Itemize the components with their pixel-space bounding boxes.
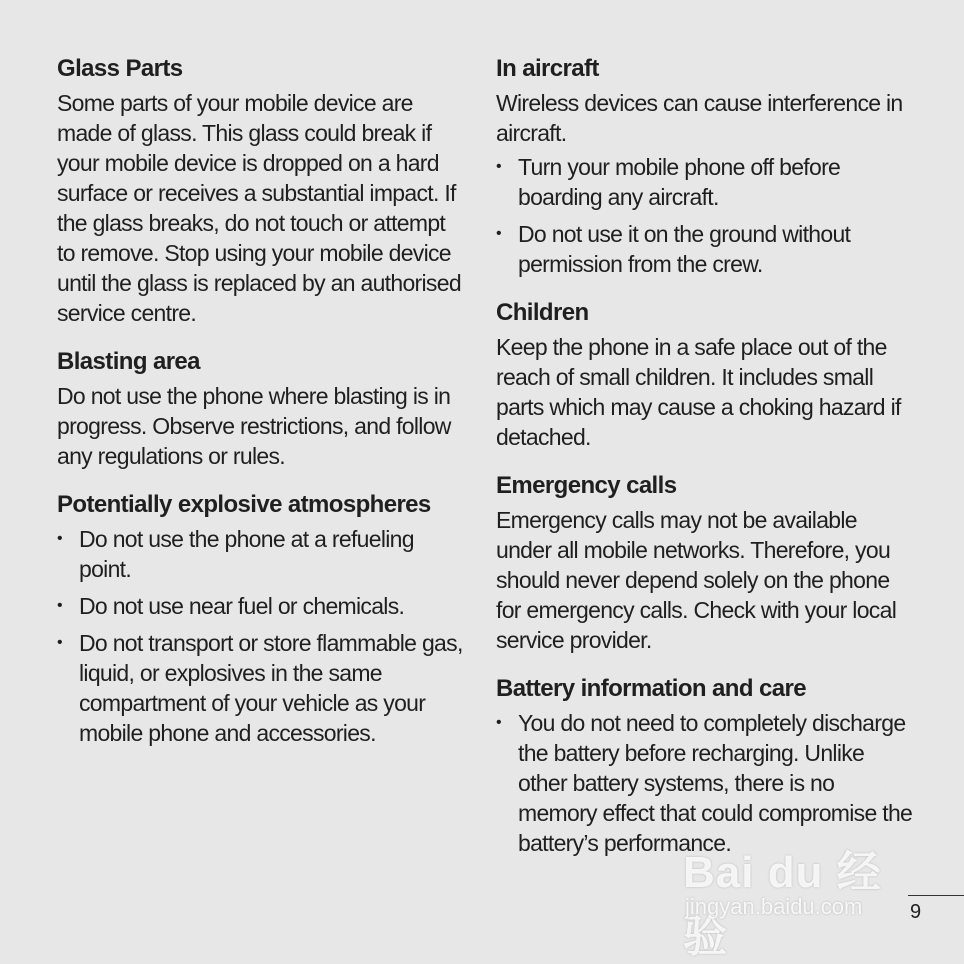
section-children [496,296,916,452]
blasting-area-text: Do not use the phone where blasting is in progress. Observe restrictions, and follow any regulations or rules. [57,383,451,469]
glass-parts-heading: Glass Parts [57,55,183,82]
aircraft-text: Wireless devices can cause interference in aircraft. [496,90,903,146]
bullet-icon: • [57,634,62,651]
list-item [57,524,467,584]
section-blasting-area [57,345,467,471]
children-heading: Children [496,299,589,326]
right-column [496,52,916,875]
battery-bullet-list [496,708,916,858]
list-item [496,219,916,279]
bullet-text: You do not need to completely discharge the battery before recharging. Unlike other battery systems, there is no memory effect that could compromise the battery’s performance. [518,710,913,856]
emergency-heading: Emergency calls [496,472,677,499]
aircraft-bullet-list [496,152,916,279]
bullet-icon: • [57,530,62,547]
glass-parts-text: Some parts of your mobile device are made of glass. This glass could break if your mobile device is dropped on a hard surface or receives a substantial impact. If the glass breaks, do not touch or attempt to remove. Stop using your mobile device until the glass is replaced by an authorised service centre. [57,90,461,326]
page-number: 9 [910,901,922,923]
blasting-area-heading: Blasting area [57,348,200,375]
list-item [496,708,916,858]
bullet-icon: • [496,158,501,175]
list-item [496,152,916,212]
watermark-logo: Bai du 经验 [683,848,882,961]
bullet-icon: • [496,225,501,242]
section-glass-parts [57,52,467,328]
left-column [57,52,467,765]
list-item [57,591,467,621]
bullet-text: Do not transport or store flammable gas, liquid, or explosives in the same compartment of your vehicle as your mobile phone and accessories. [79,630,463,746]
watermark-url: jingyan.baidu.com [685,894,863,919]
aircraft-heading: In aircraft [496,55,599,82]
section-battery [496,672,916,858]
section-in-aircraft [496,52,916,279]
bullet-icon: • [57,597,62,614]
list-item [57,628,467,748]
emergency-text: Emergency calls may not be available under all mobile networks. Therefore, you should never depend solely on the phone for emergency calls. Check with your local service provider. [496,507,897,653]
explosive-bullet-list [57,524,467,748]
section-emergency-calls [496,469,916,655]
battery-heading: Battery information and care [496,675,806,702]
children-text: Keep the phone in a safe place out of the reach of small children. It includes small parts which may cause a choking hazard if detached. [496,334,901,450]
explosive-heading: Potentially explosive atmospheres [57,491,431,518]
section-explosive-atmospheres [57,488,467,748]
bullet-text: Turn your mobile phone off before boarding any aircraft. [518,154,841,210]
bullet-text: Do not use the phone at a refueling point. [79,526,414,582]
bullet-icon: • [496,714,501,731]
bullet-text: Do not use it on the ground without permission from the crew. [518,221,851,277]
page-number-rule [908,895,964,896]
bullet-text: Do not use near fuel or chemicals. [79,593,405,619]
